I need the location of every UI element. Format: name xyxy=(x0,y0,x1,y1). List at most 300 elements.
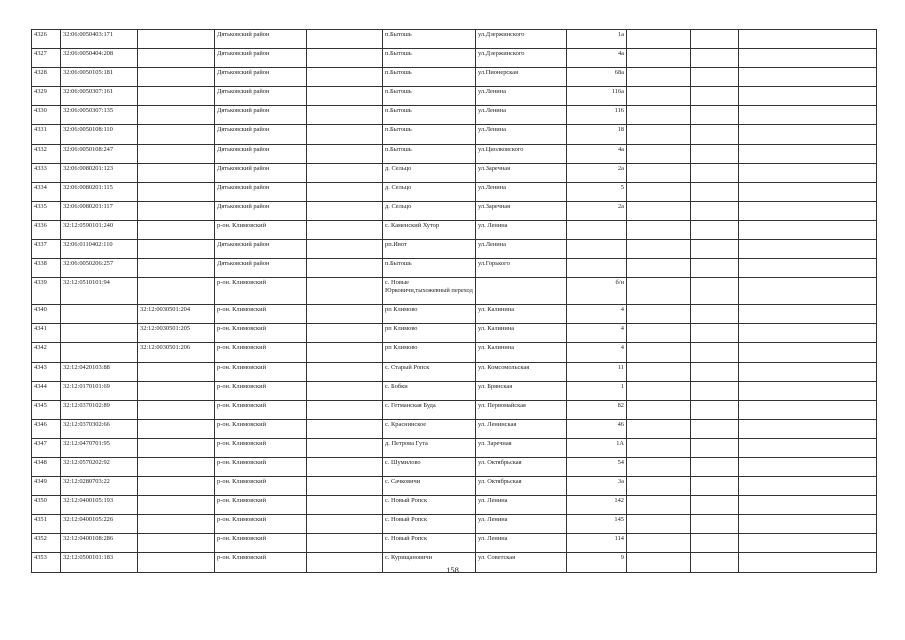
cell-column-10 xyxy=(691,438,739,457)
cell-column-5 xyxy=(307,259,383,278)
cell-district: р-он. Климовский xyxy=(215,477,307,496)
cell-cadastral-number-alt xyxy=(138,534,215,553)
cell-house-number: 1 xyxy=(567,381,627,400)
cell-row-number: 4337 xyxy=(32,240,61,259)
cell-column-10 xyxy=(691,220,739,239)
table-row xyxy=(32,259,877,278)
cell-house-number: 18 xyxy=(567,125,627,144)
cell-settlement: д. Сельцо xyxy=(383,182,476,201)
cell-house-number: 68а xyxy=(567,68,627,87)
cell-column-10 xyxy=(691,163,739,182)
cell-district: Дятьковский район xyxy=(215,68,307,87)
cell-column-11 xyxy=(739,220,877,239)
cell-column-5 xyxy=(307,305,383,324)
cell-column-10 xyxy=(691,106,739,125)
cell-row-number: 4341 xyxy=(32,324,61,343)
cell-column-5 xyxy=(307,30,383,49)
cell-cadastral-number: 32:12:0400105:226 xyxy=(61,515,138,534)
cell-house-number: 4 xyxy=(567,324,627,343)
cell-column-5 xyxy=(307,477,383,496)
cell-cadastral-number-alt xyxy=(138,278,215,305)
table-row xyxy=(32,477,877,496)
cell-row-number: 4333 xyxy=(32,163,61,182)
cell-cadastral-number-alt xyxy=(138,419,215,438)
cell-district: р-он. Климовский xyxy=(215,400,307,419)
cell-column-9 xyxy=(627,534,691,553)
cell-row-number: 4332 xyxy=(32,144,61,163)
cell-street: ул.Дзержинского xyxy=(476,30,567,49)
cell-settlement: с. Новые Юрковичи,тыхожевный переход xyxy=(383,278,476,305)
cell-cadastral-number-alt xyxy=(138,68,215,87)
table-row xyxy=(32,49,877,68)
cell-cadastral-number: 32:06:0080201:115 xyxy=(61,182,138,201)
table-row xyxy=(32,534,877,553)
cell-settlement: с. Старый Ропск xyxy=(383,362,476,381)
cell-house-number: 9 xyxy=(567,553,627,572)
cell-cadastral-number: 32:12:0280703:22 xyxy=(61,477,138,496)
table-row xyxy=(32,87,877,106)
registry-body xyxy=(32,30,877,573)
cell-column-9 xyxy=(627,343,691,362)
cell-column-5 xyxy=(307,163,383,182)
cell-column-9 xyxy=(627,125,691,144)
cell-row-number: 4352 xyxy=(32,534,61,553)
cell-street: ул.Заречная xyxy=(476,163,567,182)
cell-cadastral-number xyxy=(61,305,138,324)
cell-column-5 xyxy=(307,515,383,534)
cell-column-10 xyxy=(691,534,739,553)
cell-column-11 xyxy=(739,400,877,419)
cell-column-5 xyxy=(307,49,383,68)
cell-house-number: 4а xyxy=(567,144,627,163)
table-row xyxy=(32,201,877,220)
cell-house-number: 116а xyxy=(567,87,627,106)
cell-settlement: с. Новый Ропск xyxy=(383,515,476,534)
cell-settlement: рп.Ивот xyxy=(383,240,476,259)
cell-cadastral-number: 32:06:0050307:161 xyxy=(61,87,138,106)
cell-settlement: п.Бытошь xyxy=(383,125,476,144)
cell-cadastral-number: 32:06:0050404:208 xyxy=(61,49,138,68)
cell-street: ул.Горького xyxy=(476,259,567,278)
cell-column-5 xyxy=(307,106,383,125)
cell-column-9 xyxy=(627,457,691,476)
cell-column-10 xyxy=(691,477,739,496)
cell-column-11 xyxy=(739,106,877,125)
table-row xyxy=(32,496,877,515)
cell-settlement: с. Гетманская Буда xyxy=(383,400,476,419)
table-row xyxy=(32,182,877,201)
cell-column-9 xyxy=(627,49,691,68)
cell-district: Дятьковский район xyxy=(215,201,307,220)
cell-column-9 xyxy=(627,477,691,496)
cell-house-number: 4 xyxy=(567,305,627,324)
cell-column-10 xyxy=(691,68,739,87)
cell-column-9 xyxy=(627,106,691,125)
cell-column-10 xyxy=(691,324,739,343)
cell-street: ул. Октябрьская xyxy=(476,477,567,496)
cell-cadastral-number: 32:06:0050206:257 xyxy=(61,259,138,278)
cell-house-number: 82 xyxy=(567,400,627,419)
cell-street: ул. Ленина xyxy=(476,534,567,553)
cell-cadastral-number: 32:12:0170101:69 xyxy=(61,381,138,400)
cell-house-number: 114 xyxy=(567,534,627,553)
cell-column-11 xyxy=(739,30,877,49)
cell-cadastral-number: 32:06:0110402:110 xyxy=(61,240,138,259)
cell-column-9 xyxy=(627,496,691,515)
cell-column-11 xyxy=(739,419,877,438)
cell-settlement: д. Петрова Гута xyxy=(383,438,476,457)
cell-column-10 xyxy=(691,400,739,419)
cell-street: ул. Калинина xyxy=(476,343,567,362)
cell-settlement: с. Шумилово xyxy=(383,457,476,476)
table-row xyxy=(32,240,877,259)
cell-column-9 xyxy=(627,278,691,305)
cell-district: Дятьковский район xyxy=(215,49,307,68)
cell-settlement: п.Бытошь xyxy=(383,87,476,106)
cell-column-5 xyxy=(307,278,383,305)
cell-column-11 xyxy=(739,343,877,362)
cell-column-11 xyxy=(739,324,877,343)
cell-column-5 xyxy=(307,400,383,419)
cell-column-10 xyxy=(691,87,739,106)
cell-column-9 xyxy=(627,400,691,419)
cell-column-11 xyxy=(739,68,877,87)
cell-row-number: 4342 xyxy=(32,343,61,362)
cell-cadastral-number: 32:06:0080201:117 xyxy=(61,201,138,220)
cell-cadastral-number: 32:12:0400105:193 xyxy=(61,496,138,515)
cell-cadastral-number-alt xyxy=(138,477,215,496)
cell-column-11 xyxy=(739,182,877,201)
cell-row-number: 4339 xyxy=(32,278,61,305)
cell-column-5 xyxy=(307,381,383,400)
cell-column-11 xyxy=(739,49,877,68)
cell-column-5 xyxy=(307,87,383,106)
cell-column-9 xyxy=(627,30,691,49)
cell-cadastral-number-alt xyxy=(138,259,215,278)
cell-district: р-он. Климовский xyxy=(215,305,307,324)
cell-column-9 xyxy=(627,515,691,534)
cell-cadastral-number: 32:12:0570202:92 xyxy=(61,457,138,476)
cell-column-9 xyxy=(627,381,691,400)
cell-column-10 xyxy=(691,496,739,515)
cell-row-number: 4340 xyxy=(32,305,61,324)
cell-settlement: д. Сельцо xyxy=(383,163,476,182)
cell-street: ул. Калинина xyxy=(476,305,567,324)
table-row xyxy=(32,125,877,144)
cell-street: ул. Заречная xyxy=(476,438,567,457)
cell-column-10 xyxy=(691,240,739,259)
cell-street: ул. Ленинская xyxy=(476,419,567,438)
cell-row-number: 4346 xyxy=(32,419,61,438)
cell-column-5 xyxy=(307,125,383,144)
cell-column-10 xyxy=(691,343,739,362)
cell-column-9 xyxy=(627,220,691,239)
cell-street: ул. Октябрьская xyxy=(476,457,567,476)
cell-column-9 xyxy=(627,201,691,220)
cell-cadastral-number-alt xyxy=(138,515,215,534)
cell-cadastral-number: 32:06:0050108:110 xyxy=(61,125,138,144)
cell-house-number: 4 xyxy=(567,343,627,362)
cell-column-10 xyxy=(691,381,739,400)
cell-district: р-он. Климовский xyxy=(215,438,307,457)
cell-column-11 xyxy=(739,305,877,324)
cell-cadastral-number: 32:12:0510101:94 xyxy=(61,278,138,305)
cell-row-number: 4353 xyxy=(32,553,61,572)
cell-cadastral-number-alt: 32:12:0030501:206 xyxy=(138,343,215,362)
cell-column-11 xyxy=(739,477,877,496)
cell-settlement: п.Бытошь xyxy=(383,68,476,87)
cell-cadastral-number-alt xyxy=(138,30,215,49)
cell-district: Дятьковский район xyxy=(215,87,307,106)
cell-cadastral-number-alt xyxy=(138,125,215,144)
cell-settlement: с. Бобки xyxy=(383,381,476,400)
cell-street: ул.Пионерская xyxy=(476,68,567,87)
cell-row-number: 4326 xyxy=(32,30,61,49)
cell-column-5 xyxy=(307,496,383,515)
cell-district: р-он. Климовский xyxy=(215,419,307,438)
cell-column-11 xyxy=(739,87,877,106)
cell-column-11 xyxy=(739,534,877,553)
cell-column-5 xyxy=(307,324,383,343)
cell-street: ул.Ленина xyxy=(476,106,567,125)
cell-street: ул.Ленина xyxy=(476,87,567,106)
registry-table xyxy=(31,29,877,573)
cell-column-9 xyxy=(627,87,691,106)
cell-district: р-он. Климовский xyxy=(215,362,307,381)
cell-cadastral-number: 32:12:0400108:286 xyxy=(61,534,138,553)
cell-settlement: п.Бытошь xyxy=(383,144,476,163)
cell-settlement: с. Каменский Хутор xyxy=(383,220,476,239)
cell-cadastral-number: 32:06:0080201:123 xyxy=(61,163,138,182)
cell-column-10 xyxy=(691,305,739,324)
cell-column-9 xyxy=(627,324,691,343)
cell-house-number: 46 xyxy=(567,419,627,438)
cell-street: ул. Первомайская xyxy=(476,400,567,419)
cell-settlement: рп Климово xyxy=(383,305,476,324)
cell-cadastral-number xyxy=(61,324,138,343)
cell-row-number: 4338 xyxy=(32,259,61,278)
cell-street: ул.Ленина xyxy=(476,125,567,144)
cell-house-number: 4а xyxy=(567,49,627,68)
page-number: 158 xyxy=(446,565,459,575)
cell-cadastral-number: 32:12:0500101:183 xyxy=(61,553,138,572)
cell-settlement: с. Краснинское xyxy=(383,419,476,438)
cell-settlement: д. Сельцо xyxy=(383,201,476,220)
cell-cadastral-number: 32:06:0050307:135 xyxy=(61,106,138,125)
cell-district: Дятьковский район xyxy=(215,240,307,259)
cell-house-number xyxy=(567,240,627,259)
cell-cadastral-number-alt xyxy=(138,496,215,515)
cell-column-5 xyxy=(307,419,383,438)
table-row xyxy=(32,381,877,400)
cell-column-5 xyxy=(307,220,383,239)
cell-column-9 xyxy=(627,144,691,163)
cell-column-10 xyxy=(691,362,739,381)
cell-row-number: 4335 xyxy=(32,201,61,220)
cell-house-number xyxy=(567,220,627,239)
cell-column-9 xyxy=(627,68,691,87)
cell-district: Дятьковский район xyxy=(215,163,307,182)
cell-column-10 xyxy=(691,30,739,49)
cell-column-11 xyxy=(739,438,877,457)
cell-column-9 xyxy=(627,362,691,381)
cell-row-number: 4328 xyxy=(32,68,61,87)
cell-district: р-он. Климовский xyxy=(215,343,307,362)
cell-house-number xyxy=(567,259,627,278)
cell-district: р-он. Климовский xyxy=(215,324,307,343)
table-row xyxy=(32,438,877,457)
cell-cadastral-number: 32:12:0590101:240 xyxy=(61,220,138,239)
cell-house-number: 2а xyxy=(567,201,627,220)
cell-column-10 xyxy=(691,125,739,144)
cell-row-number: 4331 xyxy=(32,125,61,144)
cell-row-number: 4349 xyxy=(32,477,61,496)
cell-column-11 xyxy=(739,144,877,163)
cell-district: Дятьковский район xyxy=(215,144,307,163)
cell-settlement: с. Сачковичи xyxy=(383,477,476,496)
table-row xyxy=(32,324,877,343)
cell-district: р-он. Климовский xyxy=(215,534,307,553)
cell-district: Дятьковский район xyxy=(215,259,307,278)
cell-column-10 xyxy=(691,201,739,220)
cell-cadastral-number: 32:06:0050105:181 xyxy=(61,68,138,87)
cell-district: р-он. Климовский xyxy=(215,457,307,476)
cell-column-10 xyxy=(691,259,739,278)
cell-cadastral-number: 32:12:0370302:66 xyxy=(61,419,138,438)
cell-column-9 xyxy=(627,438,691,457)
cell-district: р-он. Климовский xyxy=(215,278,307,305)
cell-column-5 xyxy=(307,457,383,476)
cell-column-5 xyxy=(307,201,383,220)
cell-cadastral-number: 32:12:0370102:89 xyxy=(61,400,138,419)
cell-cadastral-number-alt xyxy=(138,163,215,182)
cell-column-5 xyxy=(307,438,383,457)
cell-row-number: 4344 xyxy=(32,381,61,400)
cell-row-number: 4348 xyxy=(32,457,61,476)
cell-column-11 xyxy=(739,457,877,476)
cell-cadastral-number: 32:06:0050403:171 xyxy=(61,30,138,49)
cell-column-5 xyxy=(307,68,383,87)
cell-house-number: 116 xyxy=(567,106,627,125)
cell-district: Дятьковский район xyxy=(215,106,307,125)
cell-cadastral-number: 32:12:0470701:95 xyxy=(61,438,138,457)
cell-settlement: с. Новый Ропск xyxy=(383,534,476,553)
cell-column-5 xyxy=(307,182,383,201)
cell-district: р-он. Климовский xyxy=(215,381,307,400)
cell-cadastral-number-alt xyxy=(138,201,215,220)
cell-cadastral-number-alt xyxy=(138,87,215,106)
table-row xyxy=(32,305,877,324)
cell-cadastral-number-alt xyxy=(138,144,215,163)
cell-column-10 xyxy=(691,144,739,163)
cell-row-number: 4336 xyxy=(32,220,61,239)
cell-column-11 xyxy=(739,201,877,220)
cell-row-number: 4345 xyxy=(32,400,61,419)
table-row xyxy=(32,400,877,419)
cell-cadastral-number-alt xyxy=(138,49,215,68)
cell-cadastral-number-alt xyxy=(138,400,215,419)
cell-street: ул.Заречная xyxy=(476,201,567,220)
cell-house-number: 1а xyxy=(567,30,627,49)
cell-street: ул.Ленина xyxy=(476,182,567,201)
cell-cadastral-number-alt xyxy=(138,106,215,125)
cell-house-number: 142 xyxy=(567,496,627,515)
cell-house-number: 145 xyxy=(567,515,627,534)
cell-column-5 xyxy=(307,343,383,362)
table-row xyxy=(32,343,877,362)
cell-cadastral-number-alt xyxy=(138,362,215,381)
cell-column-5 xyxy=(307,362,383,381)
cell-house-number: 54 xyxy=(567,457,627,476)
cell-settlement: с. Новый Ропск xyxy=(383,496,476,515)
cell-street: ул. Советская xyxy=(476,553,567,572)
cell-row-number: 4334 xyxy=(32,182,61,201)
cell-column-10 xyxy=(691,49,739,68)
table-row xyxy=(32,278,877,305)
table-row xyxy=(32,220,877,239)
cell-column-10 xyxy=(691,515,739,534)
cell-settlement: п.Бытошь xyxy=(383,259,476,278)
table-row xyxy=(32,362,877,381)
cell-house-number: 5 xyxy=(567,182,627,201)
cell-column-11 xyxy=(739,259,877,278)
cell-row-number: 4327 xyxy=(32,49,61,68)
cell-column-10 xyxy=(691,182,739,201)
cell-column-5 xyxy=(307,534,383,553)
cell-column-5 xyxy=(307,240,383,259)
cell-cadastral-number-alt xyxy=(138,220,215,239)
cell-row-number: 4347 xyxy=(32,438,61,457)
cell-street: ул. Калинина xyxy=(476,324,567,343)
cell-street: ул.Циолковского xyxy=(476,144,567,163)
cell-settlement: с. Курищановичи xyxy=(383,553,476,572)
cell-house-number: 11 xyxy=(567,362,627,381)
table-row xyxy=(32,144,877,163)
cell-cadastral-number-alt xyxy=(138,381,215,400)
table-row xyxy=(32,515,877,534)
cell-row-number: 4330 xyxy=(32,106,61,125)
cell-column-11 xyxy=(739,125,877,144)
cell-row-number: 4343 xyxy=(32,362,61,381)
table-row xyxy=(32,163,877,182)
cell-street: ул. Ленина xyxy=(476,220,567,239)
cell-column-9 xyxy=(627,182,691,201)
cell-district: Дятьковский район xyxy=(215,30,307,49)
cell-cadastral-number-alt xyxy=(138,457,215,476)
cell-district: р-он. Климовский xyxy=(215,220,307,239)
table-row xyxy=(32,106,877,125)
cell-street: ул. Ленина xyxy=(476,496,567,515)
cell-street: ул.Ленина xyxy=(476,240,567,259)
cell-cadastral-number: 32:06:0050108:247 xyxy=(61,144,138,163)
cell-cadastral-number-alt: 32:12:0030501:204 xyxy=(138,305,215,324)
cell-column-11 xyxy=(739,278,877,305)
cell-settlement: п.Бытошь xyxy=(383,106,476,125)
cell-house-number: б/н xyxy=(567,278,627,305)
cell-column-9 xyxy=(627,259,691,278)
cell-cadastral-number xyxy=(61,343,138,362)
cell-street xyxy=(476,278,567,305)
cell-column-10 xyxy=(691,419,739,438)
cell-column-9 xyxy=(627,163,691,182)
cell-district: р-он. Климовский xyxy=(215,496,307,515)
cell-cadastral-number-alt: 32:12:0030501:205 xyxy=(138,324,215,343)
cell-settlement: п.Бытошь xyxy=(383,30,476,49)
cell-cadastral-number-alt xyxy=(138,240,215,259)
cell-column-11 xyxy=(739,240,877,259)
cell-settlement: рп Климово xyxy=(383,343,476,362)
cell-cadastral-number-alt xyxy=(138,182,215,201)
